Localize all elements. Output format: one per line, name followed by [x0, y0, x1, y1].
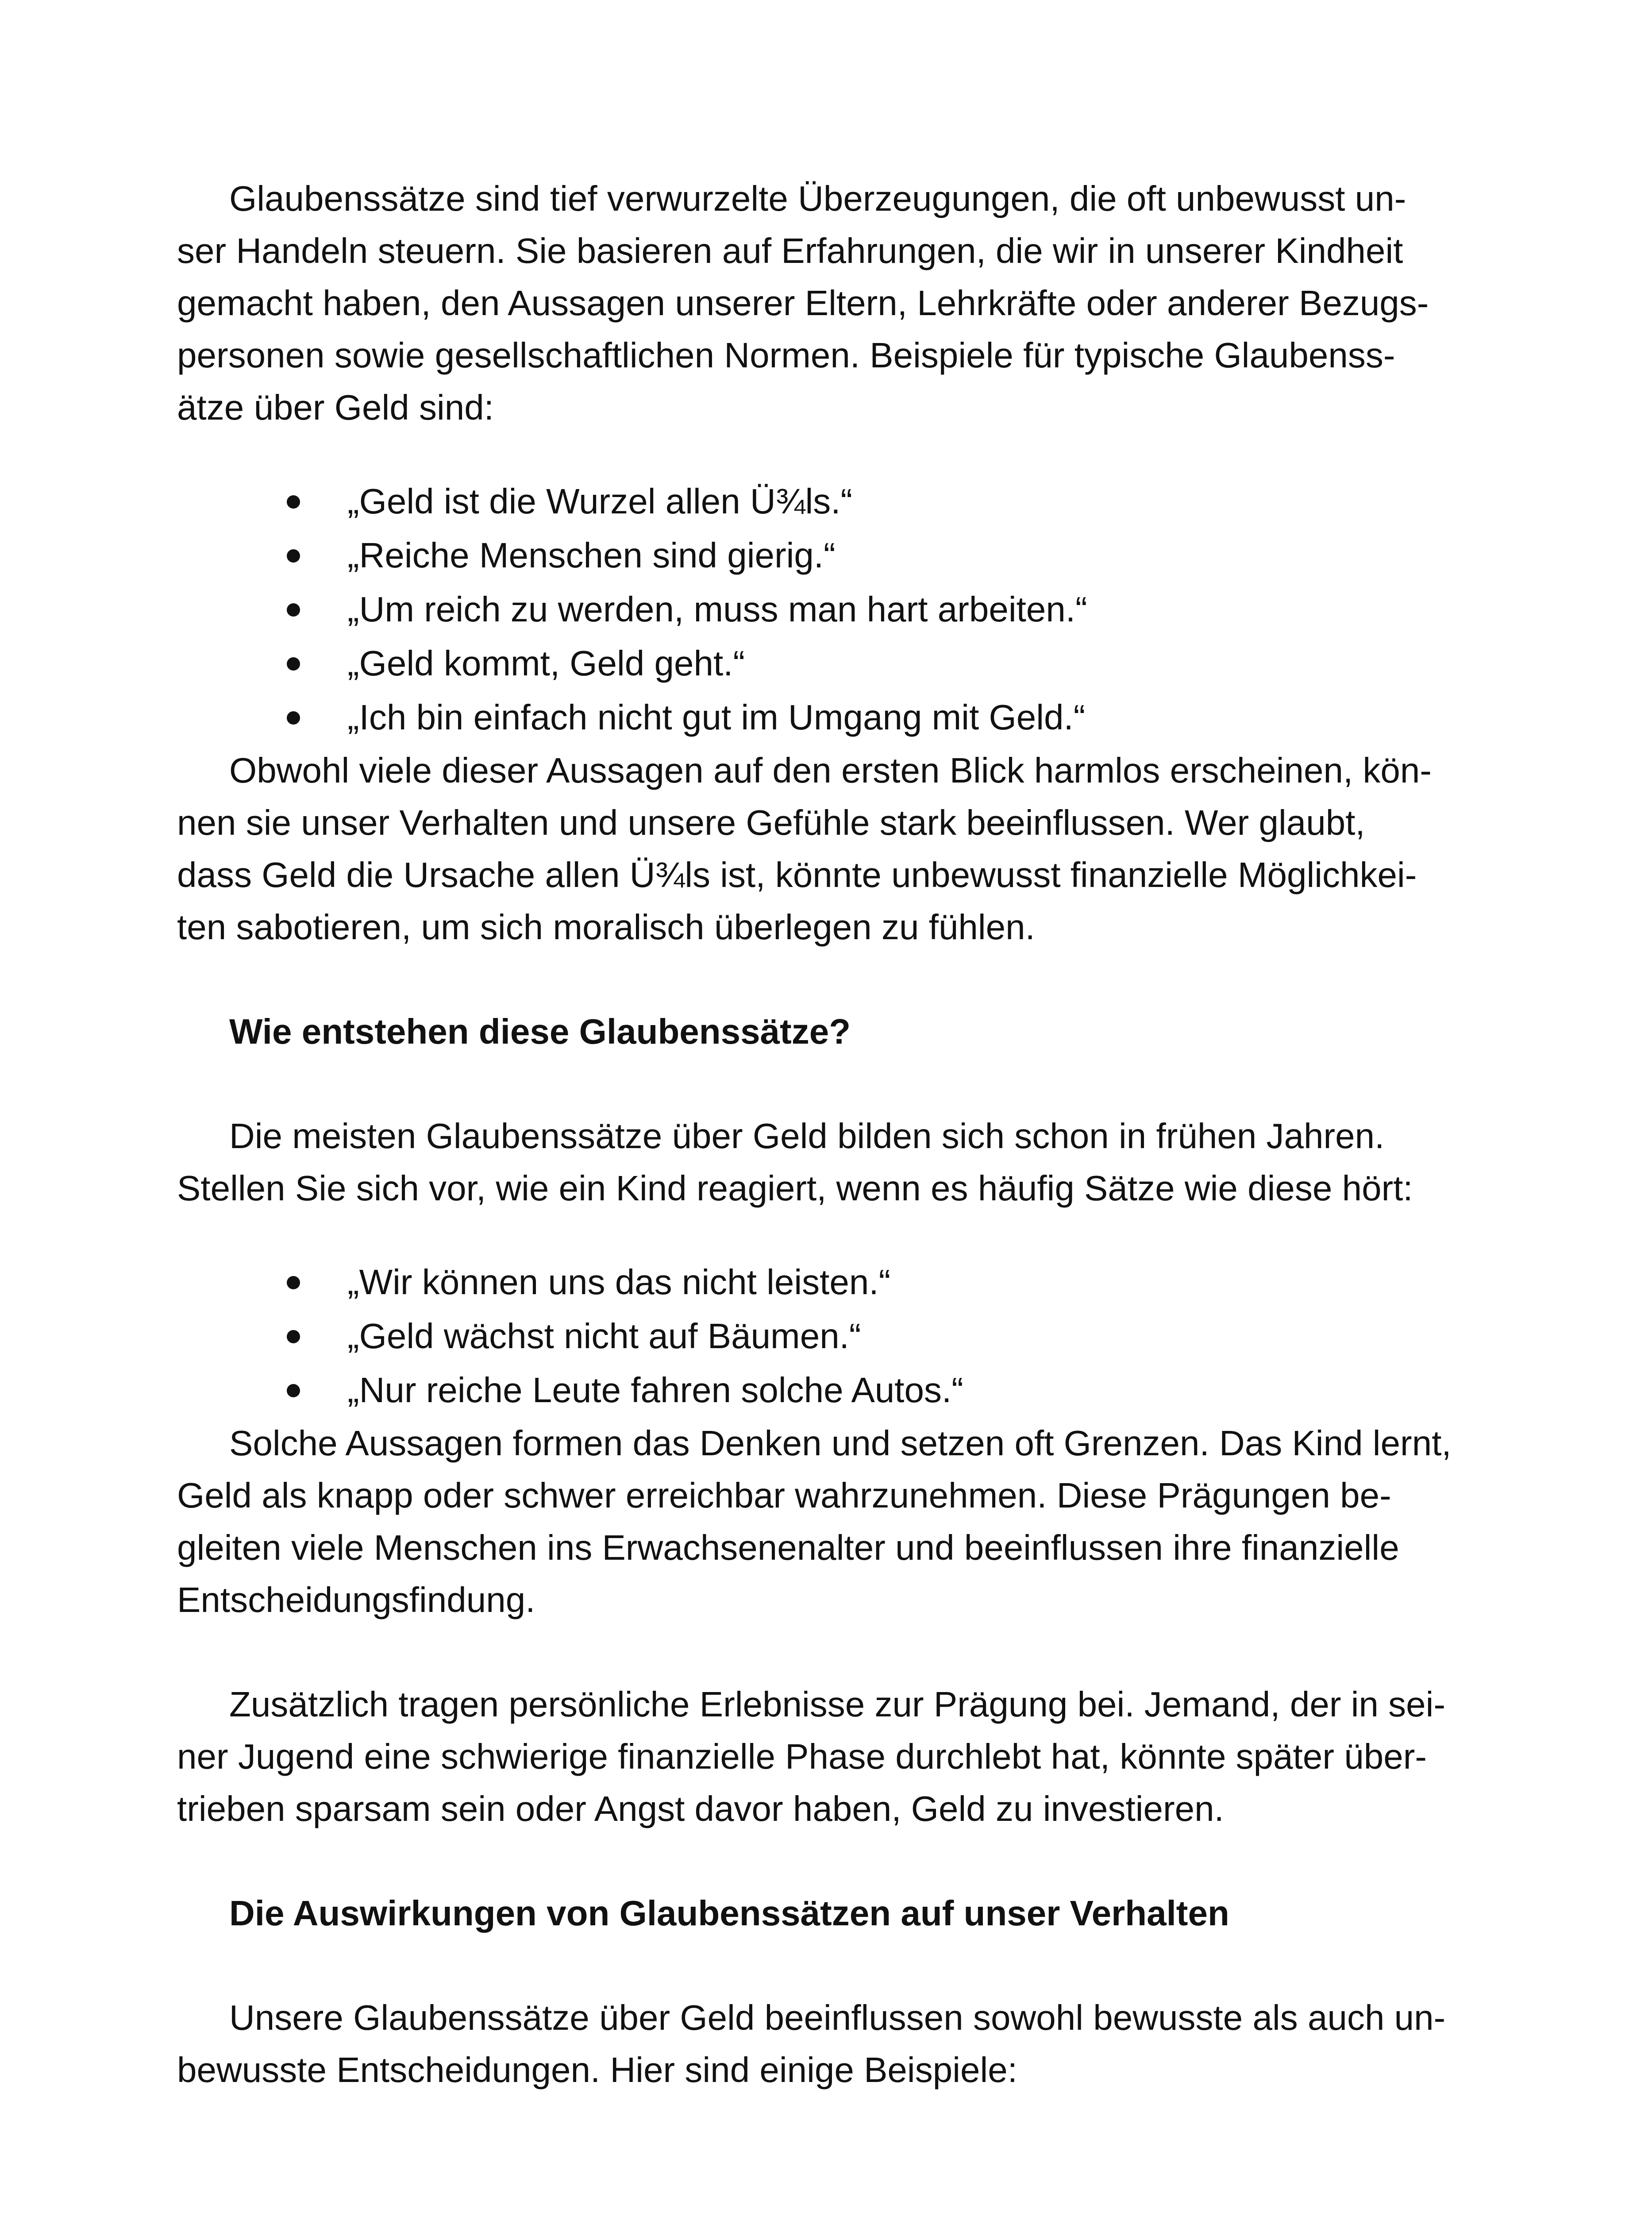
- list-item: „Ich bin einfach nicht gut im Umgang mit Geld.“: [177, 690, 1496, 744]
- paragraph-experiences: Zusätzlich tragen persönliche Erlebnisse zur Prägung bei. Jemand, der in sei- ner Jugend eine schwierige finanzielle Phase durchlebt hat, könnte später über- trieben sparsam sein oder Angst davor haben, Geld zu investieren.: [177, 1685, 1446, 1828]
- list-item: „Geld kommt, Geld geht.“: [177, 636, 1496, 690]
- list-item: „Reiche Menschen sind gierig.“: [177, 528, 1496, 582]
- paragraph-early-years: Die meisten Glaubenssätze über Geld bilden sich schon in frühen Jahren. Stellen Sie sich vor, wie ein Kind reagiert, wenn es häufig Sätze wie diese hört:: [177, 1116, 1413, 1208]
- list-item: „Geld wächst nicht auf Bäumen.“: [177, 1309, 1496, 1363]
- list-item: „Nur reiche Leute fahren solche Autos.“: [177, 1363, 1496, 1417]
- bullet-icon: [287, 711, 300, 725]
- bullet-icon: [287, 549, 300, 563]
- paragraph-decisions: Unsere Glaubenssätze über Geld beeinflussen sowohl bewusste als auch un- bewusste Entscheidungen. Hier sind einige Beispiele:: [177, 1998, 1446, 2090]
- paragraph-harmless: Obwohl viele dieser Aussagen auf den ersten Blick harmlos erscheinen, kön- nen sie unser Verhalten und unsere Gefühle stark beeinflussen. Wer glaubt, dass Geld die Ursache allen Ü¾ls ist, könnte unbewusst finanzielle Möglichkei- ten sabotieren, um sich moralisch überlegen zu fühlen.: [177, 751, 1432, 947]
- childhood-phrases-list: [177, 1255, 1496, 1417]
- paragraph-limits: Solche Aussagen formen das Denken und setzen oft Grenzen. Das Kind lernt, Geld als knapp oder schwer erreichbar wahrzunehmen. Diese Prägungen be- gleiten viele Menschen ins Erwachsenenalter und beeinflussen ihre finanzielle Entscheidungsfindung.: [177, 1423, 1452, 1619]
- list-item: „Um reich zu werden, muss man hart arbeiten.“: [177, 582, 1496, 636]
- page-content: [177, 173, 1496, 2096]
- bullet-icon: [287, 1330, 300, 1343]
- bullet-icon: [287, 1384, 300, 1397]
- bullet-icon: [287, 603, 300, 617]
- section-heading-origin: Wie entstehen diese Glaubenssätze?: [229, 1012, 851, 1051]
- bullet-icon: [287, 1276, 300, 1289]
- bullet-icon: [287, 495, 300, 509]
- paragraph-intro: Glaubenssätze sind tief verwurzelte Überzeugungen, die oft unbewusst un- ser Handeln steuern. Sie basieren auf Erfahrungen, die wir in unserer Kindheit gemacht haben, den Aussagen unserer Eltern, Lehrkräfte oder anderer Bezugs- personen sowie gesellschaftlichen Normen. Beispiele für typische Glaubenss- ätze über Geld sind:: [177, 179, 1429, 427]
- belief-list-money: [177, 474, 1496, 744]
- bullet-icon: [287, 657, 300, 671]
- list-item: „Wir können uns das nicht leisten.“: [177, 1255, 1496, 1309]
- section-heading-effects: Die Auswirkungen von Glaubenssätzen auf unser Verhalten: [229, 1893, 1229, 1933]
- list-item: „Geld ist die Wurzel allen Ü¾ls.“: [177, 474, 1496, 528]
